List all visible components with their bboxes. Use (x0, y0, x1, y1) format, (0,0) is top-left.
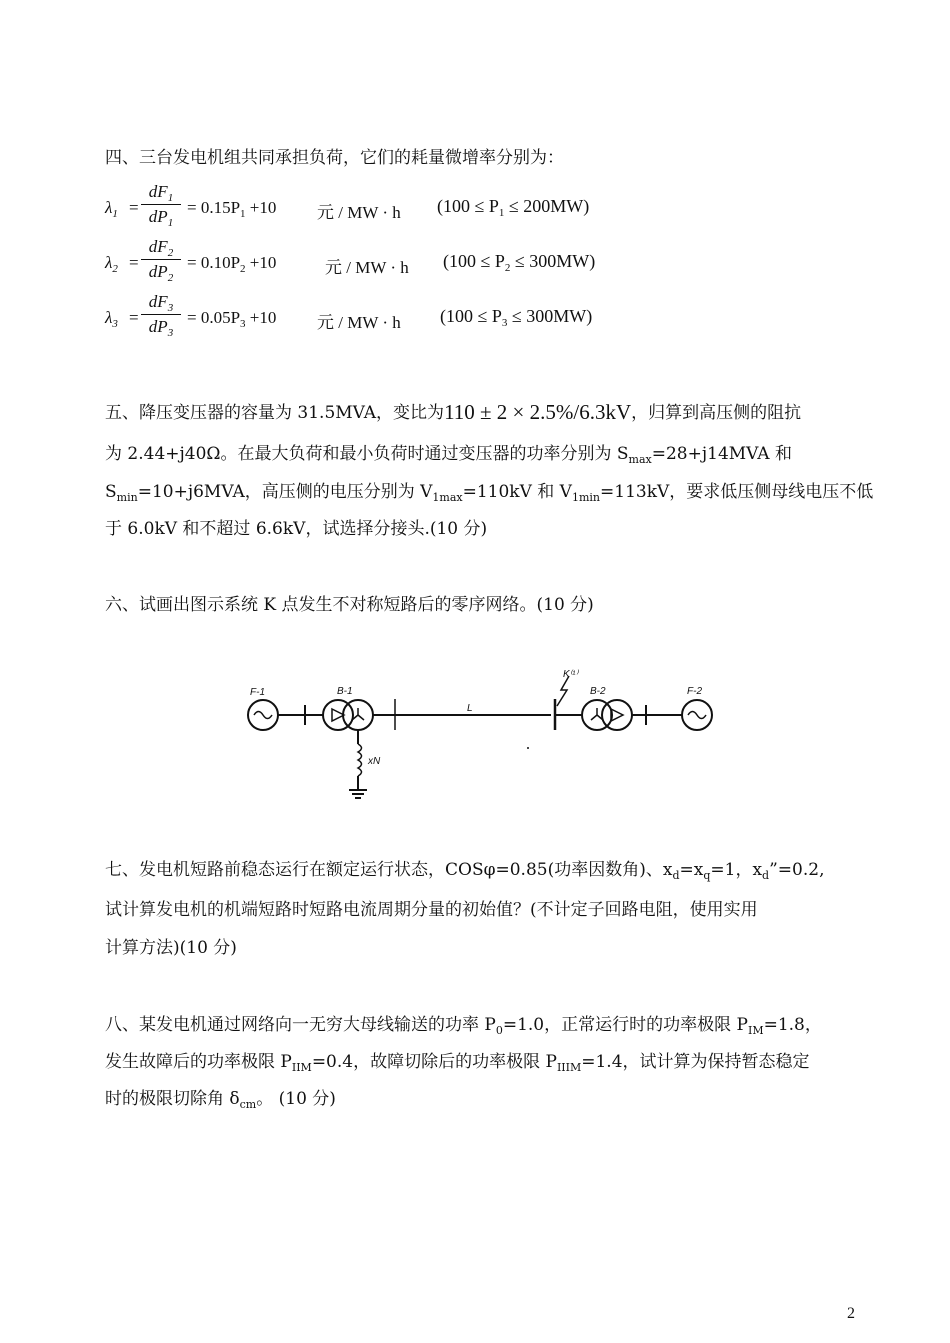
q5-line-1: 五、降压变压器的容量为 31.5MVA，变比为110 ± 2 × 2.5%/6.3kV，归算到高压侧的阻抗 (105, 400, 802, 424)
fault-k-symbol (557, 676, 569, 706)
transformer-b2-secondary (602, 700, 632, 730)
q5-line-4: 于 6.0kV 和不超过 6.6kV，试选择分接头.(10 分) (105, 519, 488, 539)
label-f2: F-2 (687, 686, 702, 697)
label-k: K⁽¹⁾ (563, 669, 578, 680)
q4-intro: 四、三台发电机组共同承担负荷，它们的耗量微增率分别为： (105, 148, 564, 168)
q8-line-1: 八、某发电机通过网络向一无穷大母线输送的功率 $P_0=1.0$，正常运行时的功率极限 $P_{IM}=1.8$， (105, 1015, 822, 1037)
q7-line-1: 七、发电机短路前稳态运行在额定运行状态，COSφ=0.85(功率因数角)、$x_d=x_q=1$，$x_d”=0.2$, (105, 860, 825, 882)
reactor-xn (358, 744, 362, 776)
q5-line-3: $S_{min}=10+j6MVA$，高压侧的电压分别为 $V_{1max}=110kV$ 和 $V_{1min}=113kV$，要求低压侧母线电压不低 (105, 482, 874, 504)
q8-line-2: 发生故障后的功率极限 $P_{IIM}=0.4$，故障切除后的功率极限 $P_{IIIM}=1.4$，试计算为保持暂态稳定 (105, 1052, 810, 1074)
equation-2: $\lambda_2$ = $dF_2$ $dP_2$ = $0.10P_2 +10$ 元 / MW · h $(100 \le P_2 \le 300MW)$ (105, 237, 596, 284)
label-b2: B-2 (590, 686, 606, 697)
label-line-l: L (467, 703, 473, 714)
q5-line-2: 为 2.44+j40Ω。在最大负荷和最小负荷时通过变压器的功率分别为 $S_{max}=28+j14MVA$ 和 (105, 444, 792, 466)
q7-line-3: 计算方法)(10 分) (105, 938, 237, 958)
label-b1: B-1 (337, 686, 353, 697)
equation-3: $\lambda_3$ = $dF_3$ $dP_3$ = $0.05P_3 +10$ 元 / MW · h $(100 \le P_3 \le 300MW)$ (105, 292, 593, 339)
page-number: 2 (847, 1305, 855, 1322)
q7-line-2: 试计算发电机的机端短路时短路电流周期分量的初始值？(不计定子回路电阻，使用实用 (105, 900, 758, 920)
q6-text: 六、试画出图示系统 K 点发生不对称短路后的零序网络。(10 分) (105, 595, 594, 615)
equation-1: $\lambda_1$ = $dF_1$ $dP_1$ = $0.15P_1 +10$ 元 / MW · h $(100 \le P_1 \le 200MW)$ (105, 182, 590, 229)
label-xn: xN (368, 756, 381, 767)
circuit-diagram (235, 662, 725, 812)
label-f1: F-1 (250, 687, 265, 698)
q8-line-3: 时的极限切除角 $\delta_{cm}$。 (10 分) (105, 1089, 336, 1111)
